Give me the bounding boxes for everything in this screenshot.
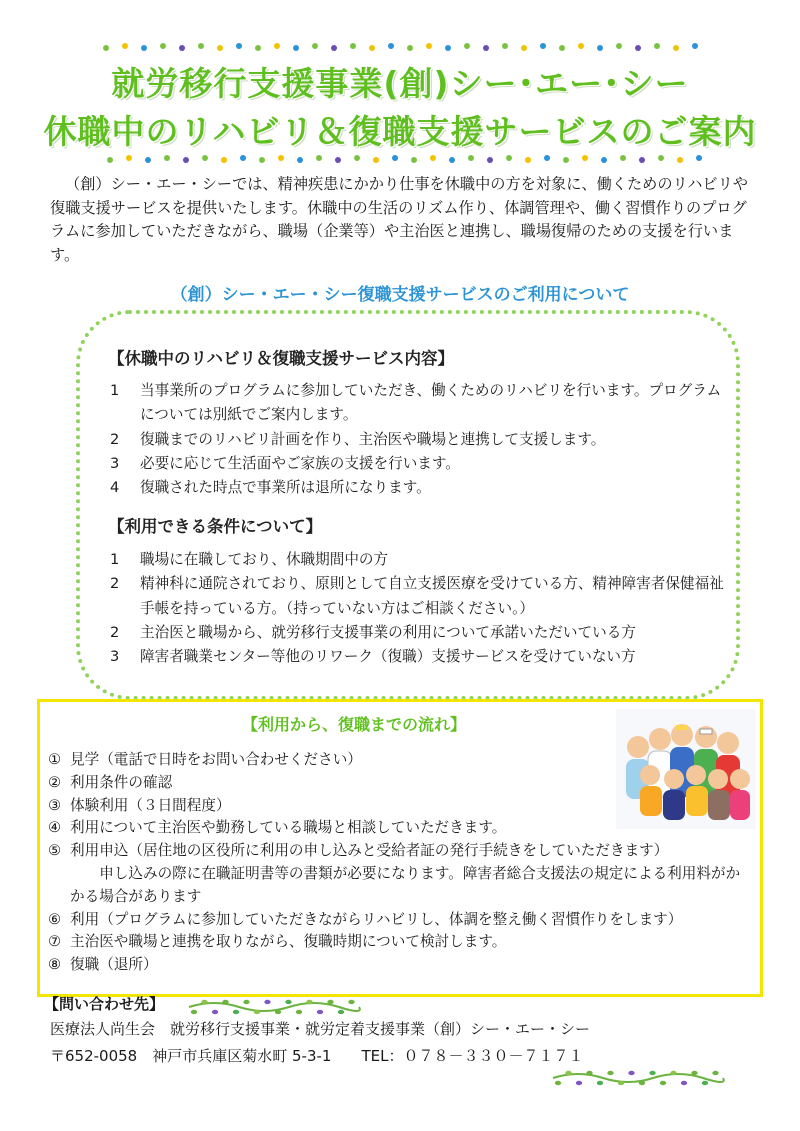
services-list — [110, 379, 730, 500]
conditions-heading: 【利用できる条件について】 — [108, 517, 323, 536]
page-title-line2: 休職中のリハビリ＆復職支援サービスのご案内 — [43, 112, 757, 151]
list-item: ⑥ 利用（プログラムに参加していただきながらリハビリし、体調を整え働く習慣作りをします） — [48, 910, 683, 928]
usage-subheading: （創）シー・エー・シー復職支援サービスのご利用について — [170, 285, 630, 305]
contact-organization: 医療法人尚生会 就労移行支援事業・就労定着支援事業（創）シー・エー・シー — [50, 1020, 591, 1038]
list-item: 2 主治医と職場から、就労移行支援事業の利用について承諾いただいている方 — [110, 623, 636, 641]
list-item: ③ 体験利用（３日間程度） — [48, 796, 231, 814]
decorative-vine-top — [184, 995, 364, 1017]
list-item: 2 復職までのリハビリ計画を作り、主治医や職場と連携して支援します。 — [110, 430, 606, 448]
page-title-line1: 就労移行支援事業(創)シー･エー･シー — [111, 64, 689, 103]
list-item: ① 見学（電話で日時をお問い合わせください） — [48, 751, 362, 768]
list-item: ⑤ 利用申込（居住地の区役所に利用の申し込みと受給者証の発行手続きをしていただきます） — [48, 842, 669, 860]
decorative-vine-bottom — [548, 1066, 728, 1088]
list-item: 1 職場に在職しており、休職期間中の方 — [110, 551, 389, 568]
contact-heading: 【問い合わせ先】 — [44, 995, 165, 1013]
conditions-list — [110, 548, 730, 669]
decorative-dots-bottom — [0, 152, 800, 166]
list-item: 3 必要に応じて生活面やご家族の支援を行います。 — [110, 454, 460, 472]
list-item: ④ 利用について主治医や勤務している職場と相談していただきます。 — [48, 819, 507, 837]
intro-paragraph: （創）シー・エー・シーでは、精神疾患にかかり仕事を休職中の方を対象に、働くためのリハビリや復職支援サービスを提供いたします。休職中の生活のリズム作り、体調管理や、働く習慣作りのプログラムに参加していただきながら、職場（企業等）や主治医と連携し、職場復帰のための支援を行います。 — [50, 175, 748, 264]
flow-list — [48, 749, 748, 977]
list-item: 1 当事業所のプログラムに参加していただき、働くためのリハビリを行います。プログラムについては別紙でご案内します。 — [110, 382, 722, 424]
contact-address-phone: 〒652-0058 神戸市兵庫区菊水町 5-3-1 TEL：０７８－３３０－７１７１ — [50, 1047, 584, 1065]
services-heading: 【休職中のリハビリ＆復職支援サービス内容】 — [108, 349, 455, 368]
list-item: ⑦ 主治医や職場と連携を取りながら、復職時期について検討します。 — [48, 933, 507, 951]
list-item: 2 精神科に通院されており、原則として自立支援医療を受けている方、精神障害者保健福祉手帳を持っている方。（持っていない方はご相談ください。） — [110, 575, 724, 617]
flow-heading: 【利用から、復職までの流れ】 — [242, 715, 467, 734]
decorative-dots-top — [0, 40, 800, 54]
list-item: ⑧ 復職（退所） — [48, 956, 158, 974]
list-item: 3 障害者職業センター等他のリワーク（復職）支援サービスを受けていない方 — [110, 648, 636, 666]
list-item-note: 申し込みの際に在職証明書等の書類が必要になります。障害者総合支援法の規定による利用料がかかる場合があります — [70, 864, 741, 905]
list-item: 4 復職された時点で事業所は退所になります。 — [110, 479, 431, 497]
list-item: ② 利用条件の確認 — [48, 773, 173, 791]
